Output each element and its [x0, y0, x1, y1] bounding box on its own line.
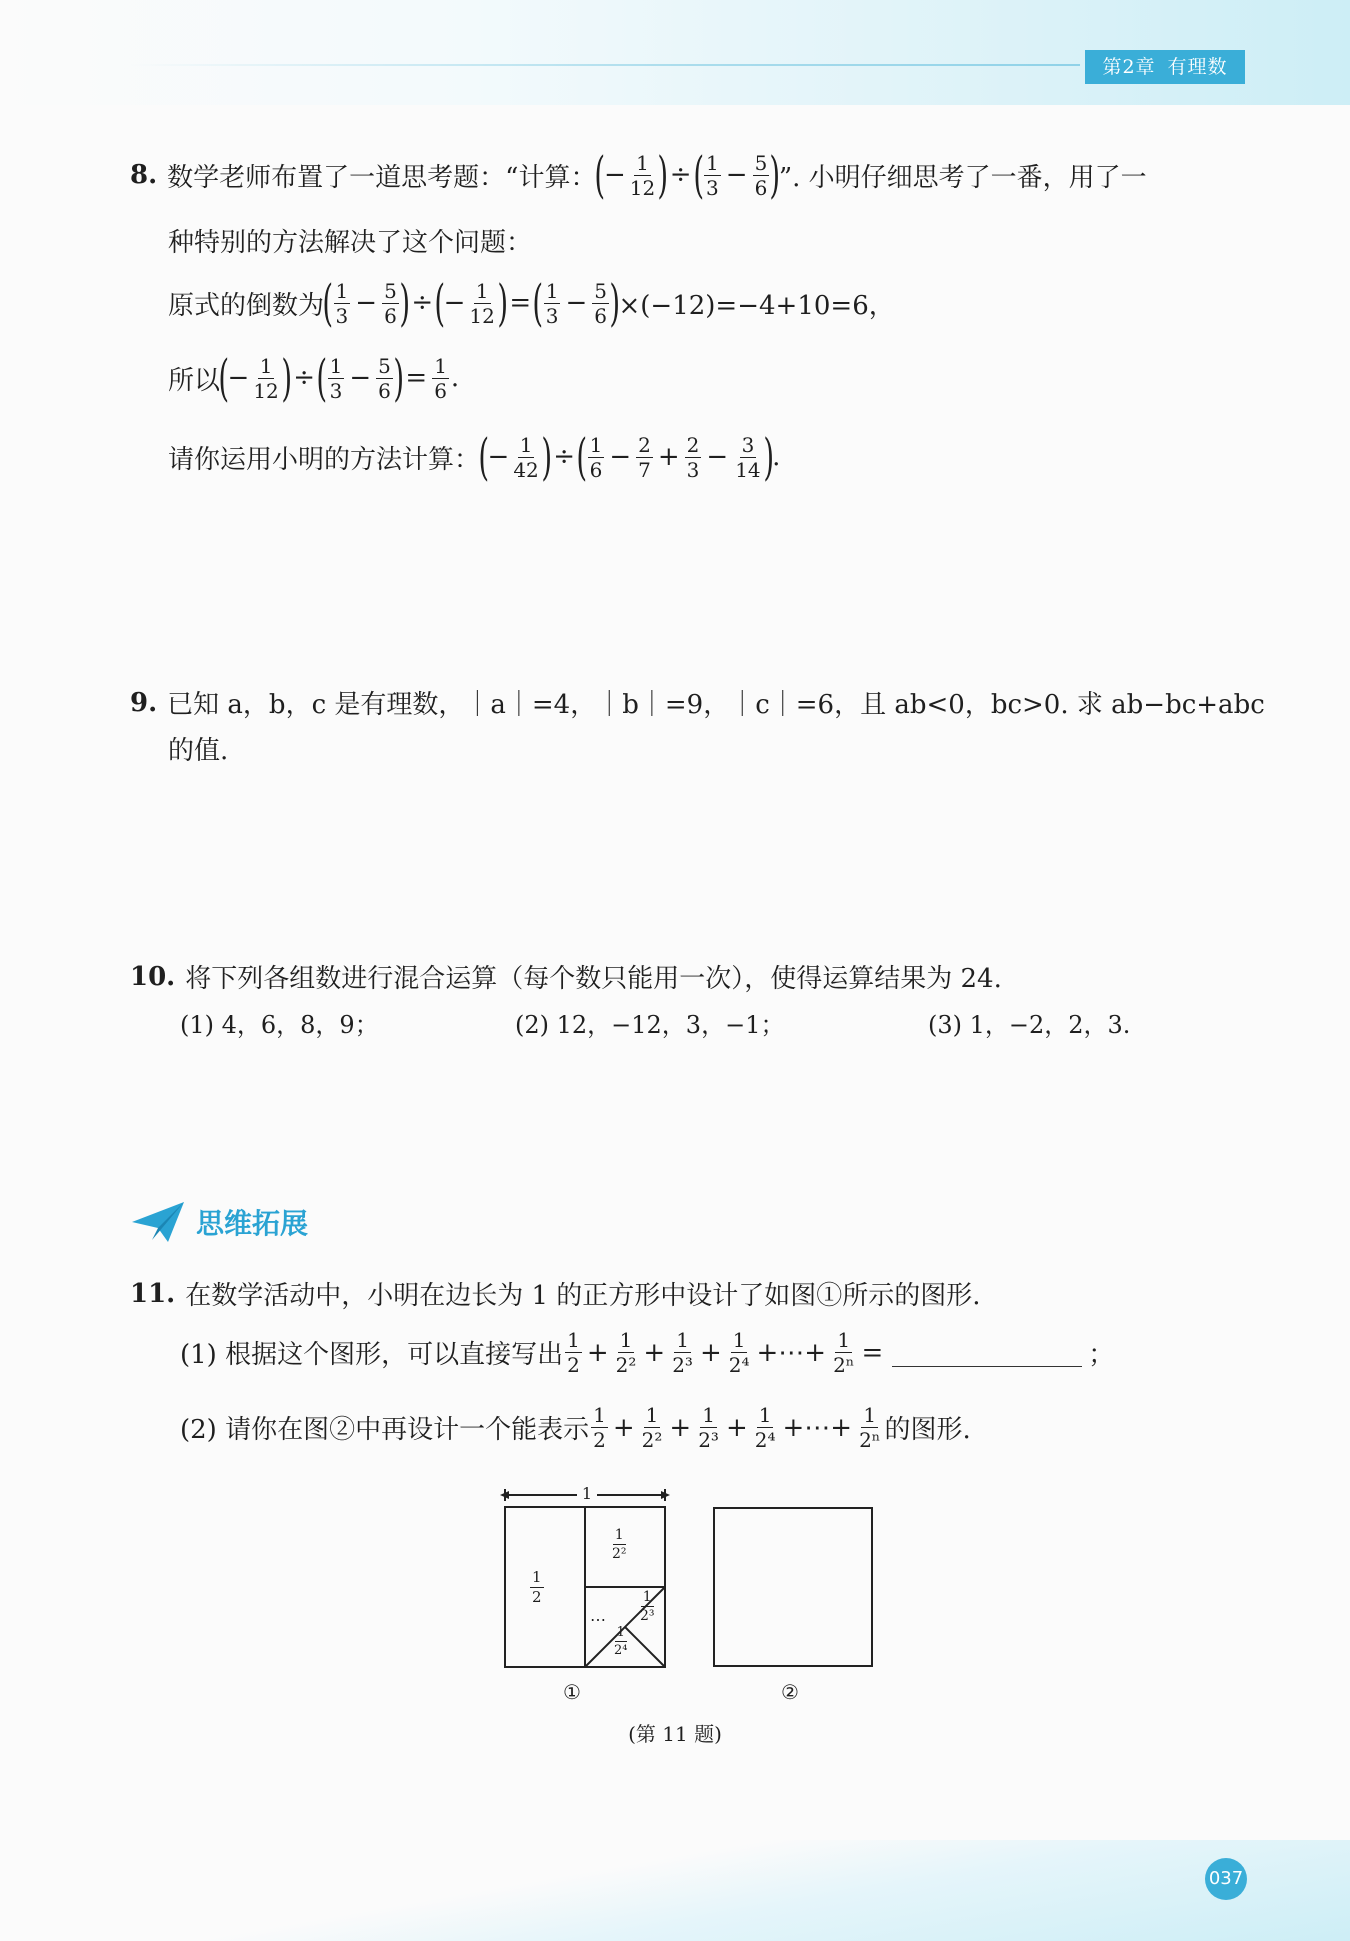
q9-line2: 的值.: [168, 736, 229, 766]
q8-line4: 所以 ( − $\frac{1}{12}$ ) ÷ ( $\frac{1}{3}$ − $\frac{5}{6}$ ) = $\frac{1}{6}$ .: [168, 349, 460, 407]
fraction: $\frac{1}{6}$: [589, 432, 603, 482]
q8-line2: [168, 222, 532, 259]
fraction: $\frac{3}{14}$: [735, 432, 761, 482]
dimension-label: 1: [577, 1484, 597, 1503]
page-number: 037: [1205, 1858, 1247, 1900]
fraction: $\frac{1}{\text{2²}}$: [615, 1328, 637, 1377]
q8-line3: 原式的倒数为 ( $\frac{1}{3}$ − $\frac{5}{6}$ ) ÷ ( − $\frac{1}{12}$ ) = ( $\frac{1}{3}$ − $\frac{5}{6}$ ) ×(−12)=−4+10=6，: [168, 274, 895, 332]
footer-band: [0, 1840, 1350, 1941]
figure-1: [495, 1485, 695, 1695]
q8-text1: 数学老师布置了一道思考题：“计算：: [167, 162, 597, 193]
q11-part2: (2) 请你在图②中再设计一个能表示 $\frac{1}{2}$ + $\frac{1}{\text{2²}}$ + $\frac{1}{\text{2³}}$ + $\frac{1}{\text{2⁴}}$ +⋯+ $\frac{1}{\text{2ⁿ}}$ 的图形.: [180, 1403, 971, 1452]
fraction: $\frac{5}{6}$: [594, 278, 607, 328]
region-half: $\frac{1}{2}$: [532, 1568, 542, 1606]
fraction: $\frac{1}{3}$: [329, 353, 343, 403]
q8-line1: 8. 数学老师布置了一道思考题：“计算： ( − $\frac{1}{12}$ ) ÷ ( $\frac{1}{3}$ − $\frac{5}{6}$ ) ”. 小明仔细思考了一番，用了一: [130, 146, 1147, 204]
fraction: $\frac{1}{12}$: [253, 353, 279, 403]
fraction: $\frac{1}{2}$: [567, 1328, 580, 1377]
q8-text1-end: ”. 小明仔细思考了一番，用了一: [778, 162, 1147, 193]
fraction: $\frac{1}{42}$: [513, 432, 539, 482]
region-dots: ⋯: [590, 1610, 606, 1629]
fraction: $\frac{1}{12}$: [629, 150, 656, 200]
fraction: $\frac{1}{\text{2⁴}}$: [728, 1328, 750, 1377]
region-sixteenth: $\frac{1}{\text{2⁴}}$: [614, 1624, 628, 1658]
fraction: $\frac{1}{\text{2⁴}}$: [754, 1403, 776, 1452]
section-header: [130, 1200, 308, 1244]
answer-blank[interactable]: [892, 1338, 1082, 1367]
fraction: $\frac{1}{3}$: [706, 150, 719, 200]
figure-caption: (第 11 题): [628, 1722, 722, 1746]
fraction: $\frac{5}{6}$: [378, 353, 391, 403]
q10-number: 10.: [130, 961, 176, 992]
q10-part1: (1) 4，6，8，9；: [180, 1011, 379, 1039]
fraction: $\frac{1}{6}$: [434, 353, 447, 403]
q11-text: 在数学活动中，小明在边长为 1 的正方形中设计了如图①所示的图形.: [185, 1281, 981, 1311]
header-rule: [130, 64, 1080, 66]
fraction: $\frac{1}{2}$: [593, 1403, 606, 1452]
fraction: $\frac{1}{12}$: [469, 278, 495, 328]
fraction: $\frac{1}{\text{2ⁿ}}$: [833, 1328, 855, 1377]
q10-text: 将下列各组数进行混合运算（每个数只能用一次），使得运算结果为 24.: [185, 964, 1002, 994]
fraction: $\frac{5}{6}$: [754, 150, 768, 200]
fraction: $\frac{1}{\text{2ⁿ}}$: [859, 1403, 881, 1452]
q8-line5: 请你运用小明的方法计算： ( − $\frac{1}{42}$ ) ÷ ( $\frac{1}{6}$ − $\frac{2}{7}$ + $\frac{2}{3}$ − $\frac{3}{14}$ ) .: [168, 428, 781, 486]
section-title: 思维拓展: [196, 1207, 309, 1240]
chapter-title: 有理数: [1167, 56, 1228, 78]
fraction: $\frac{1}{\text{2³}}$: [698, 1403, 719, 1452]
fraction: $\frac{1}{\text{2²}}$: [641, 1403, 663, 1452]
figure-2[interactable]: [713, 1507, 873, 1667]
q10-line1: [130, 958, 1002, 995]
fraction: $\frac{1}{3}$: [335, 278, 349, 328]
fraction: $\frac{5}{6}$: [384, 278, 397, 328]
q9-text: 已知 a，b，c 是有理数，｜a｜=4，｜b｜=9，｜c｜=6，且 ab<0，bc>0. 求 ab−bc+abc: [167, 690, 1265, 720]
q8-number: 8.: [130, 160, 158, 190]
figure-2-label: ②: [781, 1680, 799, 1704]
chapter-tag: [1085, 50, 1245, 84]
region-quarter: $\frac{1}{\text{2²}}$: [612, 1527, 627, 1562]
region-eighth: $\frac{1}{\text{2³}}$: [640, 1589, 655, 1624]
figure-1-label: ①: [563, 1680, 581, 1704]
q10-part2: (2) 12，−12，3，−1；: [515, 1011, 785, 1039]
q11-line1: [130, 1275, 981, 1312]
paper-plane-icon: [130, 1200, 186, 1244]
q11-part1: (1) 根据这个图形，可以直接写出 $\frac{1}{2}$ + $\frac{1}{\text{2²}}$ + $\frac{1}{\text{2³}}$ + $\frac{1}{\text{2⁴}}$ +⋯+ $\frac{1}{\text{2ⁿ}}$ = ；: [180, 1328, 1115, 1377]
q9-line1: [130, 684, 1265, 721]
fraction: $\frac{1}{3}$: [545, 278, 559, 328]
q10-part3: (3) 1，−2，2，3.: [928, 1011, 1131, 1039]
fraction: $\frac{2}{3}$: [686, 432, 700, 482]
chapter-number: 第2章: [1102, 56, 1156, 78]
fraction: $\frac{1}{\text{2³}}$: [672, 1328, 693, 1377]
fraction: $\frac{2}{7}$: [638, 432, 651, 482]
q8-text2: 种特别的方法解决了这个问题：: [168, 228, 533, 258]
q9-number: 9.: [130, 687, 158, 718]
q11-number: 11.: [130, 1278, 176, 1309]
